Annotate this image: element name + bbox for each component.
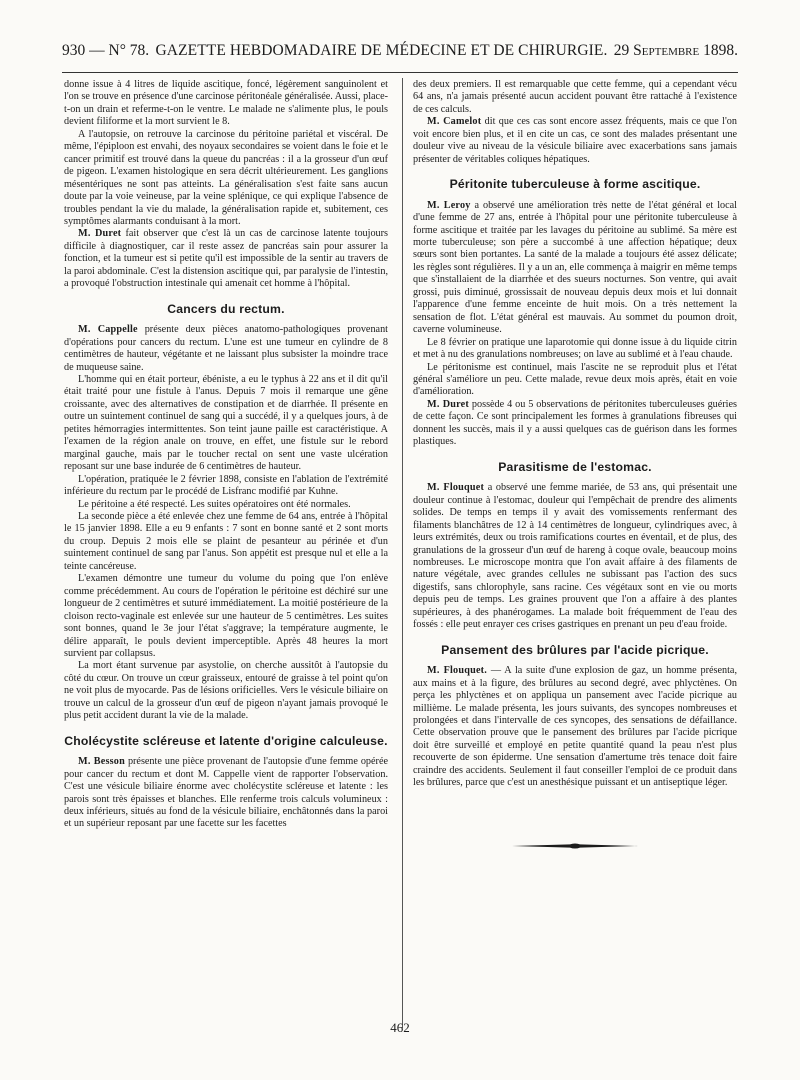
paragraph: Le péritonisme est continuel, mais l'ascite ne se reproduit plus et l'état général s'améliore un peu. Cette malade, revue deux mois après, était en voie d'amélioration. [413,361,737,398]
running-head [62,42,738,66]
paragraph: M. Cappelle présente deux pièces anatomo-pathologiques provenant d'opérations pour cancers du rectum. L'une est une tumeur en cylindre de 8 centimètres de hauteur, végétante et ne laissant plus subsister la moindre trace de muqueuse saine. [64,324,388,373]
paragraph: M. Duret fait observer que c'est là un cas de carcinose latente toujours difficile à diagnostiquer, car il reste assez de pancréas sain pour assurer la fonction, et la tumeur est si petite qu'il est impossible de la sentir au travers de la paroi abdominale. C'est la distension ascitique qui, par paralysie de l'intestin, a provoqué l'obstruction intestinale qui amenait cet homme à l'hôpital. [64,228,389,290]
issue-month: Septembre [633,42,700,59]
speaker-name: M. Cappelle [78,324,138,336]
page-label: 930 — N° 78. [62,42,150,59]
section-heading: Parasitisme de l'estomac. [498,459,652,474]
paragraph: La mort étant survenue par asystolie, on cherche aussitôt à l'autopsie du côté du cœur. On trouve un cœur graisseux, entouré de graisse à tel point qu'on ne voit plus de myocarde. Pas de lésions orificielles. Vers le vésicule biliaire on trouve un calcul de la grosseur d'un œuf de pigeon n'ayant jamais provoqué le plus petit accident durant la vie de la malade. [64,660,388,722]
paragraph: M. Leroy a observé une amélioration très nette de l'état général et local d'une femme de 27 ans, entrée à l'hôpital pour une péritonite tuberculeuse à forme ascitique et traitée par les lavages du péritoine au sublimé. Sa mère est morte tuberculeuse; son père a succombé à une affection hépatique; deux sœurs sont bien portantes. La santé de la malade a toujours été assez délicate; les règles sont régulières. Il y a un an, elle commença à maigrir en même temps que s'installaient de la diarrhée et des sueurs nocturnes. Son ventre, qui avait grossi, puis diminué, grossissait de nouveau depuis deux mois et lui donnait l'apparence d'une femme enceinte de huit mois. On a très nettement la sensation de flot. L'état général est mauvais. Au sommet du poumon droit, caverne volumineuse. [413,199,737,336]
paragraph: A l'autopsie, on retrouve la carcinose du péritoine pariétal et viscéral. De même, l'épiploon est envahi, des noyaux secondaires se voient dans le foie et le cancer primitif est trouvé dans la queue du pancréas : il a la grosseur d'un œuf de pigeon. L'examen histologique en sera décrit ultérieurement. Les ganglions mésentériques ne sont pas atteints. La généralisation s'est faite sans aucun doute par la voie veineuse, par la veine splénique, ce qui explique l'absence de troubles pendant la vie du malade, la généralisation rapide et, subitement, ces symptômes alarmants conduisant à la mort. [64,128,388,227]
section-heading: Pansement des brûlures par l'acide picrique. [441,642,709,657]
paragraph: donne issue à 4 litres de liquide ascitique, foncé, légèrement sanguinolent et l'on se trouve en présence d'une carcinose péritonéale généralisée. Aussi, place-t-on un drain et referme-t-on le ventre. Le malade ne s'alimente plus, le pouls devient filiforme et la mort survient le 8. [64,79,388,128]
speaker-name: M. Duret [78,228,122,240]
section-heading: Péritonite tuberculeuse à forme ascitique. [449,177,701,192]
speaker-name: M. Camelot [427,116,482,128]
paragraph: M. Besson présente une pièce provenant de l'autopsie d'une femme opérée pour cancer du rectum et dont M. Cappelle vient de rapporter l'observation. C'est une vésicule biliaire énorme avec cholécystite scléreuse et latente : les parois sont très épaisses et blanches. Elle renferme trois calculs volumineux : deux inférieurs, situés au fond de la vésicule biliaire, enchâtonnés dans la paroi et un supérieur reposant par une facette sur les facettes [64,756,388,830]
paragraph: M. Flouquet a observé une femme mariée, de 53 ans, qui présentait une douleur continue à l'estomac, douleur qui l'empêchait de prendre des aliments solides. De temps en temps il y avait des vomissements renfermant des filaments blanchâtres de 12 à 14 centimètres de longueur, cylindriques avec, à leurs extrémités, deux ou trois ramifications courtes en éventail, et de plus, des granulations de la grosseur d'un œuf de hareng à coque ovale, beaucoup moins nombreuses. Le microscope montra que l'on avait affaire à des filaments de nature végétale, avec grandes cellules ne subissant pas l'action des sucs digestifs, sans chlorophyle, sans racine. Ces végétaux sont en vie ou morts depuis peu de temps. Les graines prouvent que l'on a affaire à des plantes supérieures, à des phanérogames. La malade boit fréquemment de l'eau des fossés : elle peut enrayer ces crises gastriques en prenant un peu d'eau froide. [413,482,737,631]
header-rule [62,72,738,73]
paragraph: L'homme qui en était porteur, ébéniste, a eu le typhus à 22 ans et il dit qu'il était traité pour une fistule à l'anus. Depuis 7 mois il remarque une gêne croissante, avec des alternatives de constipation et de diarrhée. Il présente en outre un suintement continuel de sang qui a succédé, il y a quelques jours, à de petites hémorragies intermittentes. Son teint jaune paille est caractéristique. A l'examen de la région anale on trouve, en effet, une fistule sur le rebord marginal gauche, mais par le toucher rectal on sent une vaste ulcération reposant sur une base indurée de 6 centimètres de hauteur. [64,374,388,473]
journal-title: GAZETTE HEBDOMADAIRE DE MÉDECINE ET DE CHIRURGIE. [155,42,608,59]
left-column [64,79,388,831]
speaker-name: M. Besson [78,756,125,768]
page-number: 462 [390,1020,410,1035]
right-column [413,79,737,852]
paragraph: Le 8 février on pratique une laparotomie qui donne issue à du liquide citrin et met à nu des granulations nombreuses; on lave au sublimé et à l'eau chaude. [413,336,737,361]
issue-date [614,42,738,60]
section-heading: Cancers du rectum. [167,301,285,316]
issue-year: 1898. [703,42,738,59]
issue-day: 29 [613,42,630,59]
paragraph: La seconde pièce a été enlevée chez une femme de 64 ans, entrée à l'hôpital le 15 janvier 1898. Elle a eu 9 enfants : 7 sont en bonne santé et 2 sont morts du croup. Depuis 2 mois elle se plaint de pesanteur au périnée et d'un suintement continuel de sang par l'anus. Son appétit est presque nul et elle a la teinte cancéreuse. [64,511,388,572]
speaker-name: M. Flouquet [427,482,485,494]
paragraph: Le péritoine a été respecté. Les suites opératoires ont été normales. [78,498,351,510]
paragraph: des deux premiers. Il est remarquable que cette femme, qui a cependant vécu 64 ans, n'a jamais présenté aucun accident pouvant être rattaché à l'existence de ces calculs. [413,79,737,115]
paragraph: M. Camelot dit que ces cas sont encore assez fréquents, mais ce que l'on voit encore bien plus, et il en cite un cas, ce sont des malades présentant une douleur vive au niveau de la vésicule biliaire avec exacerbations sans jamais présenter de véritables coliques hépatiques. [413,116,737,165]
paragraph: M. Duret possède 4 ou 5 observations de péritonites tuberculeuses guéries de cette façon. Ce sont principalement les formes à granulations fibreuses qui donnent les succès, mais il y a aussi quelques cas de guérison dans les formes plastiques. [413,398,737,448]
paragraph: L'opération, pratiquée le 2 février 1898, consiste en l'ablation de l'extrémité inférieure du rectum par le procédé de Lisfranc modifié par Kuhne. [64,473,388,498]
fleuron-icon [510,840,640,852]
section-heading: Cholécystite scléreuse et latente d'origine calculeuse. [64,733,388,748]
speaker-name: M. Flouquet. [427,665,488,677]
speaker-name: M. Leroy [427,199,471,211]
speaker-name: M. Duret [427,398,469,410]
paragraph: L'examen démontre une tumeur du volume du poing que l'on enlève comme précédemment. Au cours de l'opération le péritoine est déchiré sur une longueur de 2 centimètres et suturé immédiatement. La moitié postérieure de la cloison recto-vaginale est enlevée sur une hauteur de 5 centimètres. Les suites sont bonnes, quand le 3e jour l'état s'aggrave; la température augmente, le délire apparaît, le pouls devient imperceptible. Après 48 heures la mort survient par collapsus. [64,573,388,659]
column-divider [402,78,403,1028]
paragraph: M. Flouquet. — A la suite d'une explosion de gaz, un homme présenta, aux mains et à la figure, des brûlures au second degré, avec phlyctènes. On perça les phlyctènes et on appliqua un pansement avec l'acide picrique au millième. Le malade présenta, les jours suivants, des syncopes nombreuses et prolongées et dans l'intervalle de ces syncopes, des sensations de défaillance. Cette observation prouve que le pansement des brûlures par l'acide picrique doit être surveillé et employé en petite quantité quand la peau n'est plus recouverte de son épiderme. Une sensation d'amertume très tenace doit faire craindre des accidents. Seulement il faut conseiller l'emploi de ce produit dans les brûlures, parce que c'est un anesthésique puissant et un antiseptique léger. [413,665,737,789]
